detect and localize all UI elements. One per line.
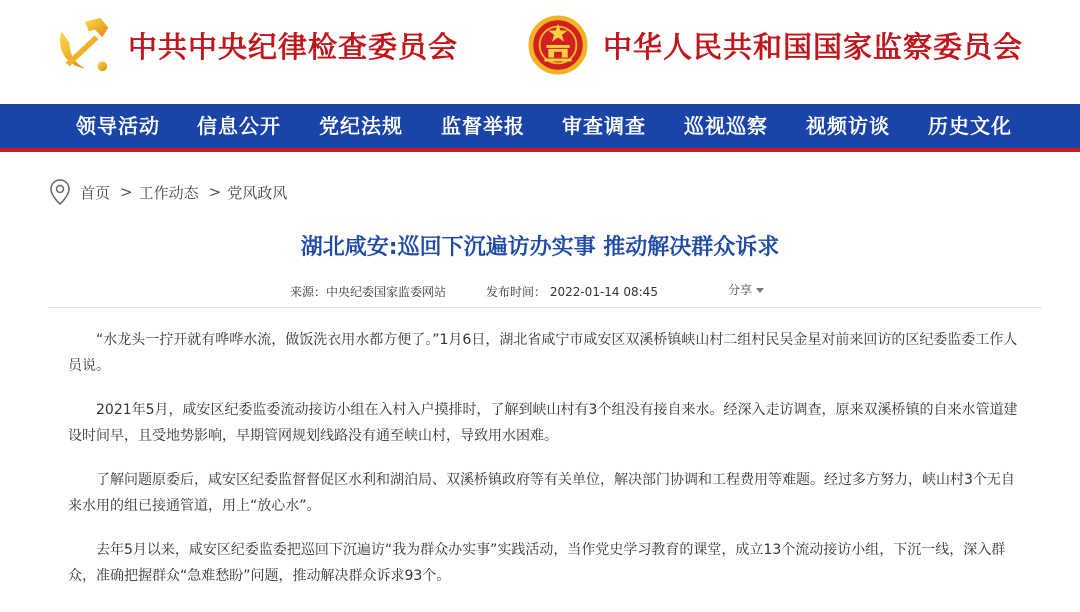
article-paragraph: 去年5月以来，咸安区纪委监委把巡回下沉遍访“我为群众办实事”实践活动，当作党史学习教育的课堂，成立13个流动接访小组，下沉一线，深入群众，准确把握群众“急难愁盼”问题，推动解决群众诉求93个。: [68, 542, 1006, 584]
site-header: [0, 0, 1080, 104]
party-emblem-icon: [52, 14, 114, 76]
article-publish-time: 发布时间： 2022-01-14 08:45: [486, 285, 658, 299]
article-paragraph: “水龙头一拧开就有哗哗水流，做饭洗衣用水都方便了。”1月6日，湖北省咸宁市咸安区双溪桥镇峡山村二组村民吴金星对前来回访的区纪委监委工作人员说。: [68, 332, 1018, 374]
nav-item-regulations[interactable]: 党纪法规: [319, 114, 403, 138]
nsc-title: 中华人民共和国国家监察委员会: [603, 29, 1024, 64]
location-pin-icon: [50, 179, 70, 205]
nav-item-video[interactable]: 视频访谈: [806, 114, 890, 138]
nav-item-reporting[interactable]: 监督举报: [441, 114, 525, 138]
breadcrumb-separator: >: [120, 183, 133, 201]
divider: [48, 307, 1042, 308]
article-title: 湖北咸安:巡回下沉遍访办实事 推动解决群众诉求: [300, 235, 780, 260]
breadcrumb-subsection[interactable]: 党风政风: [227, 183, 288, 202]
nav-item-leadership[interactable]: 领导活动: [76, 114, 160, 138]
breadcrumb: [50, 178, 287, 206]
article-paragraph: 了解问题原委后，咸安区纪委监督督促区水利和湖泊局、双溪桥镇政府等有关单位，解决部门协调和工程费用等难题。经过多方努力，峡山村3个无自来水用的组已接通管道，用上“放心水”。: [68, 472, 1015, 514]
nav-item-inspection[interactable]: 巡视巡察: [684, 114, 768, 138]
breadcrumb-home[interactable]: 首页: [80, 183, 111, 202]
breadcrumb-separator: >: [208, 183, 222, 201]
article-body: [68, 327, 1028, 607]
nav-item-history[interactable]: 历史文化: [928, 114, 1012, 138]
chevron-down-icon: [756, 288, 764, 293]
national-emblem-icon: [527, 14, 589, 76]
article-paragraph: 2021年5月，咸安区纪委监委流动接访小组在入村入户摸排时，了解到峡山村有3个组没有接自来水。经深入走访调查，原来双溪桥镇的自来水管道建设时间早，且受地势影响，早期管网规划线路没有通至峡山村，导致用水困难。: [68, 402, 1018, 444]
article-source: 来源：中央纪委国家监委网站: [290, 285, 447, 299]
nav-item-investigation[interactable]: 审查调查: [562, 114, 646, 138]
breadcrumb-section[interactable]: 工作动态: [138, 183, 199, 202]
nsc-brand[interactable]: [527, 14, 1023, 76]
article-meta: [0, 283, 1080, 301]
main-nav: [0, 104, 1080, 152]
ccdi-title: 中共中央纪律检查委员会: [128, 29, 459, 64]
share-label: 分享: [728, 283, 753, 297]
share-button[interactable]: [728, 281, 764, 298]
ccdi-brand[interactable]: [52, 14, 458, 76]
nav-item-disclosure[interactable]: 信息公开: [197, 114, 281, 138]
